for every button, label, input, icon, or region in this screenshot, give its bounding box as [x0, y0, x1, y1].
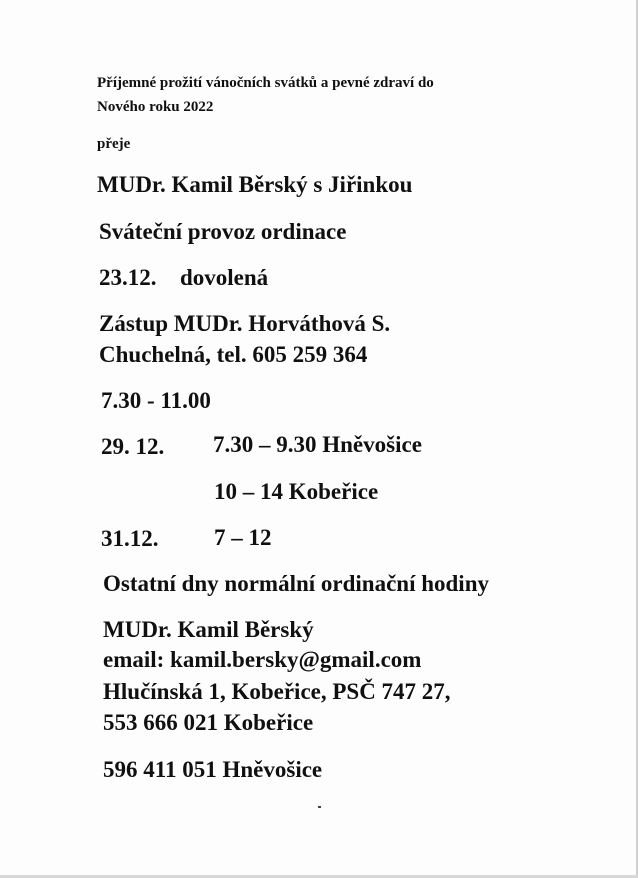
dec29-slot-koberice: 10 – 14 Kobeřice [214, 479, 379, 504]
substitute-location-phone: Chuchelná, tel. 605 259 364 [99, 342, 368, 367]
scan-speck [318, 806, 321, 808]
dec23-date: 23.12. [99, 265, 157, 290]
substitute-hours: 7.30 - 11.00 [101, 388, 211, 413]
wishes-text: přeje [97, 136, 131, 152]
sender-name: MUDr. Kamil Běrský s Jiřinkou [97, 172, 413, 197]
dec31-date: 31.12. [101, 526, 159, 551]
contact-phone-hnevosice: 596 411 051 Hněvošice [103, 757, 323, 782]
greeting-line-1: Příjemné prožití vánočních svátků a pevné zdraví do [97, 75, 434, 91]
dec29-date: 29. 12. [101, 434, 165, 459]
contact-name: MUDr. Kamil Běrský [103, 617, 314, 642]
other-days-note: Ostatní dny normální ordinační hodiny [103, 571, 489, 596]
contact-address: Hlučínská 1, Kobeřice, PSČ 747 27, [103, 679, 451, 704]
contact-phone-koberice: 553 666 021 Kobeřice [103, 710, 314, 735]
substitute-doctor: Zástup MUDr. Horváthová S. [99, 311, 391, 336]
greeting-line-2: Nového roku 2022 [97, 99, 214, 115]
contact-email: email: kamil.bersky@gmail.com [103, 647, 422, 672]
dec29-slot-hnevosice: 7.30 – 9.30 Hněvošice [213, 432, 422, 457]
section-title: Sváteční provoz ordinace [99, 219, 347, 244]
dec23-note: dovolená [180, 265, 269, 290]
dec31-hours: 7 – 12 [214, 525, 272, 550]
